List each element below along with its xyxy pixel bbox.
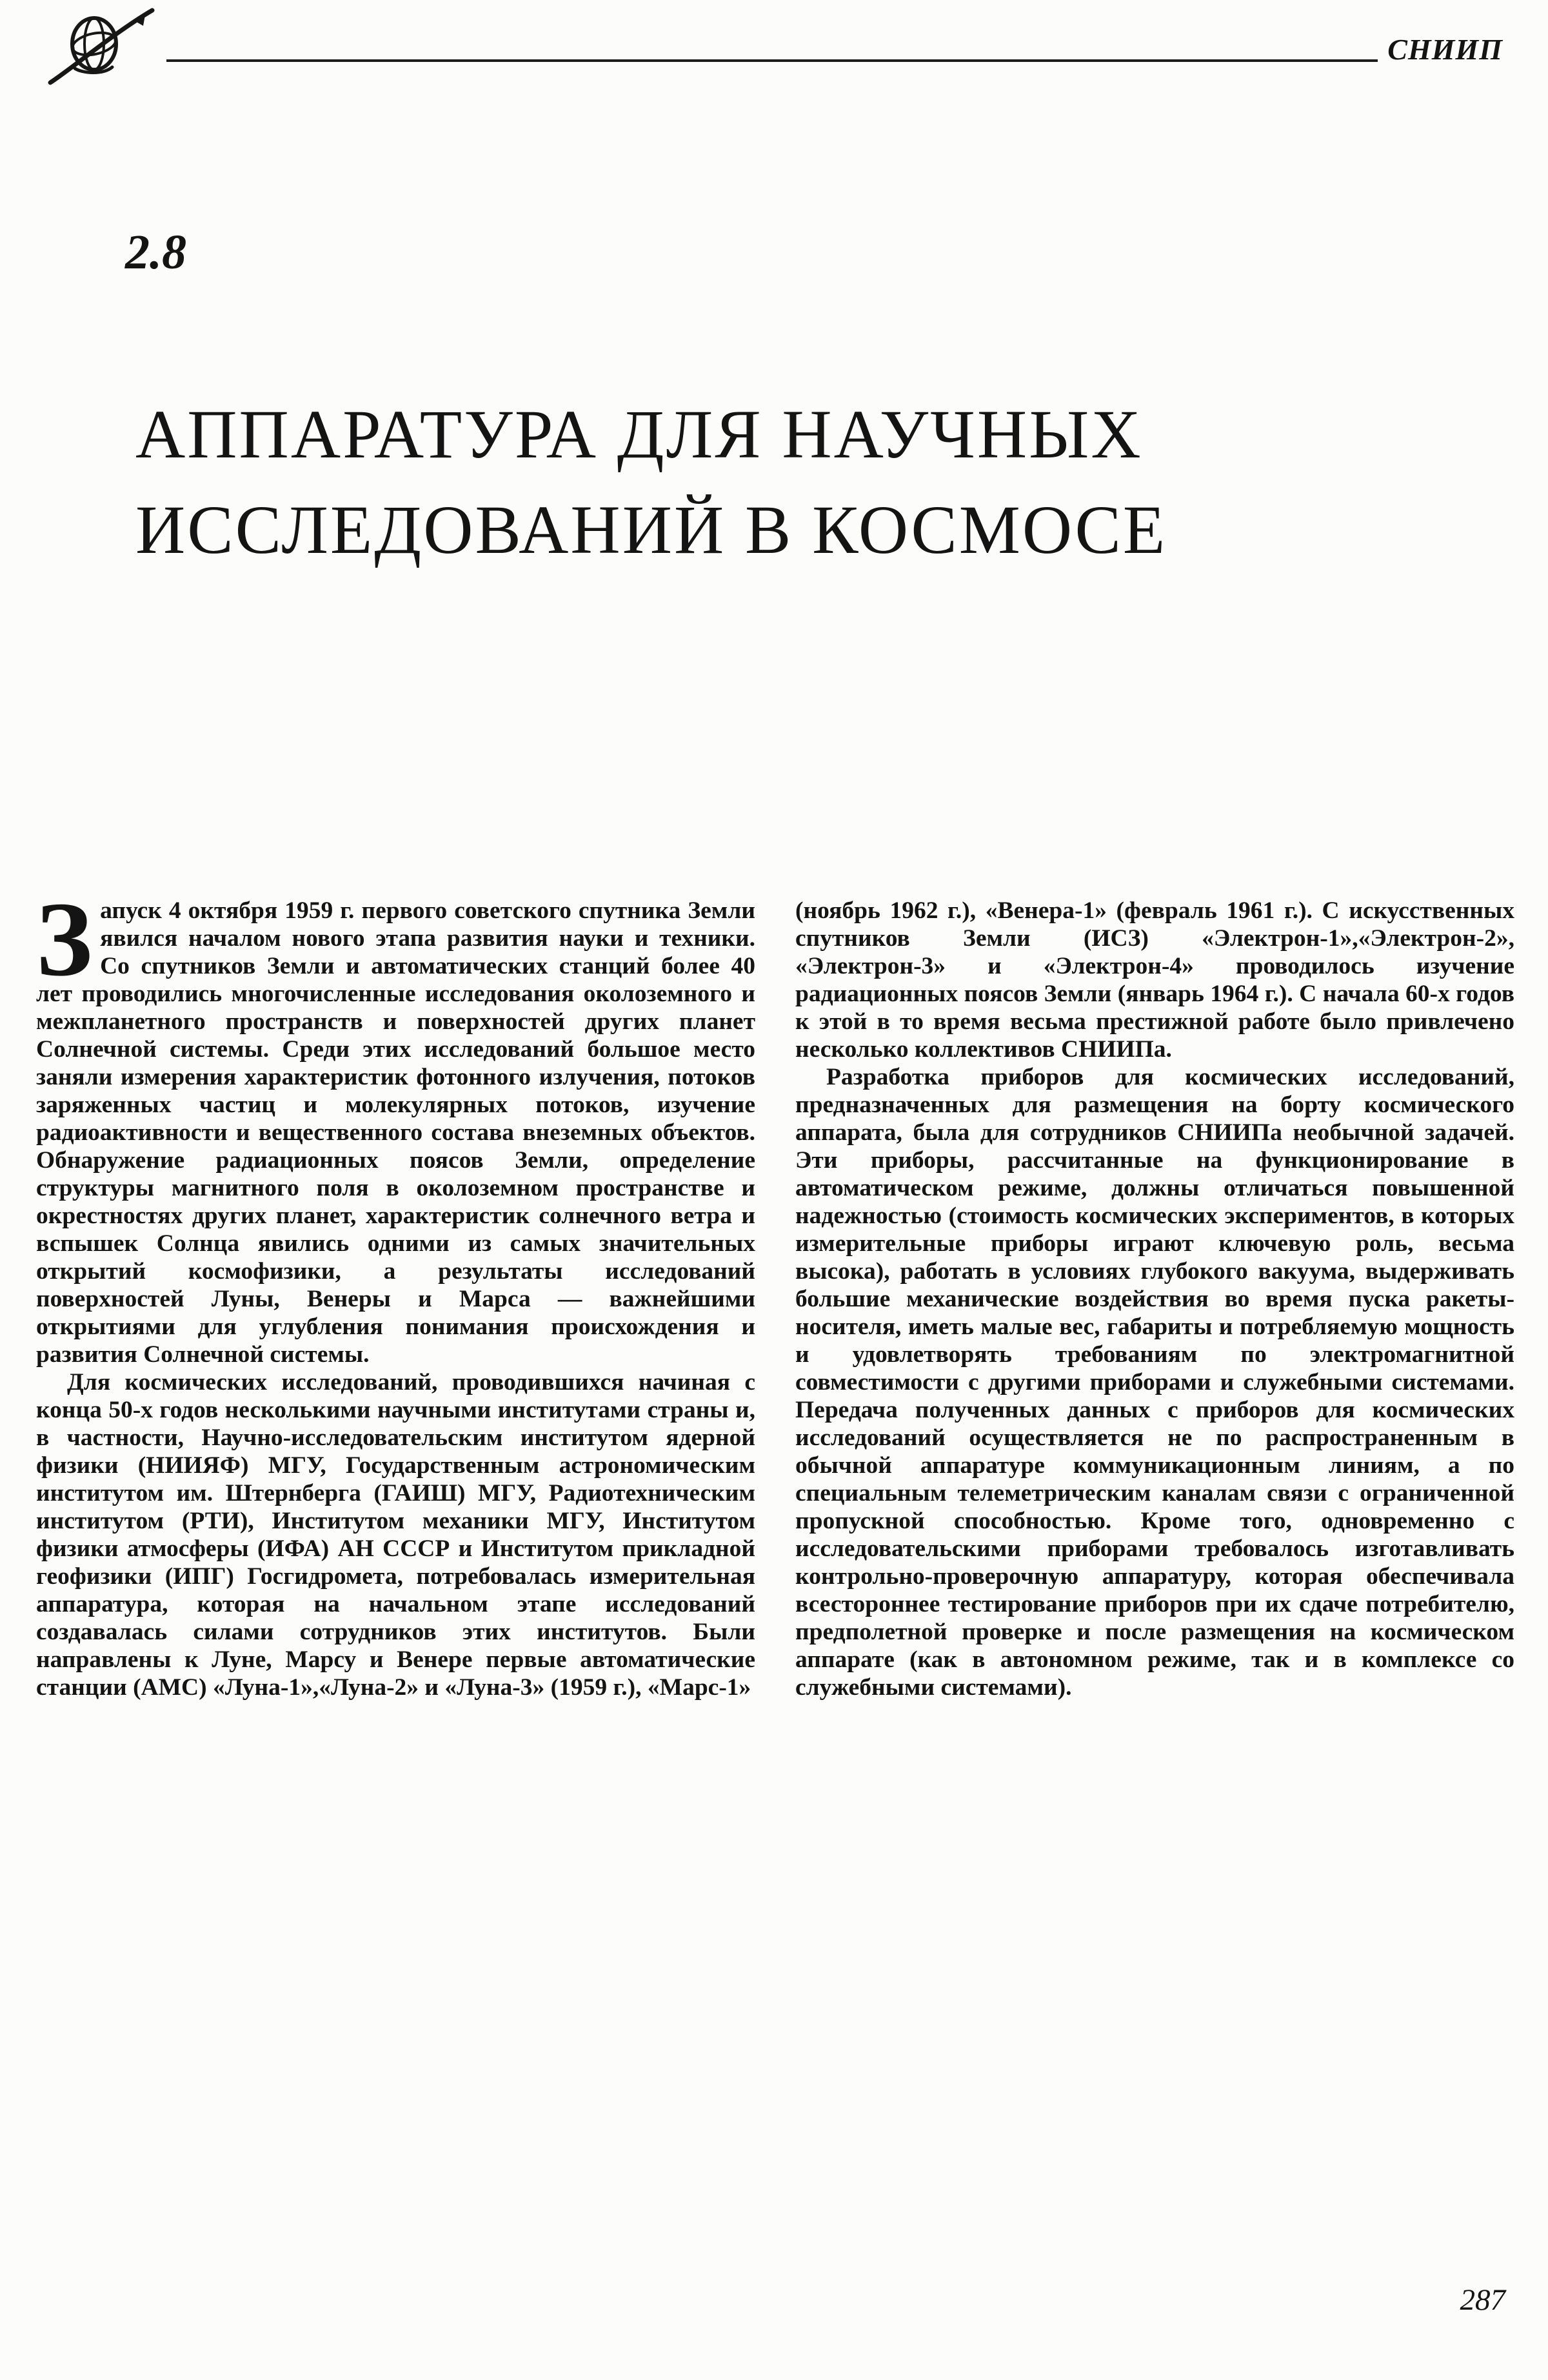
paragraph-1 <box>36 880 755 1368</box>
paragraph-2 <box>36 1368 755 1701</box>
body-text <box>36 880 1514 1701</box>
header-rule <box>166 59 1378 62</box>
paragraph-2-text: Для космических исследований, проводившихся начиная с конца 50-х годов несколькими научными институтами страны и, в частности, Научно-исследовательским институтом ядерной физики (НИИЯФ) МГУ, Государственным астрономическим институтом им. Штернберга (ГАИШ) МГУ, Радиотехническим институтом (РТИ), Институтом механики МГУ, Институтом физики атмосферы (ИФА) АН СССР и Институтом прикладной геофизики (ИПГ) Госгидромета, потребовалась измерительная аппаратура, которая на начальном этапе исследований создавалась силами сотрудников этих институтов. Были направлены к Луне, Марсу и Венере первые автоматические станции (АМС) «Луна-1»,«Луна-2» и «Луна-3» (1959 г.), «Марс-1» <box>36 1369 755 1701</box>
paragraph-3 <box>795 897 1514 1063</box>
page-number: 287 <box>1460 2283 1505 2317</box>
paragraph-4-text: Разработка приборов для космических исследований, предназначенных для размещения на борту космического аппарата, была для сотрудников СНИИПа необычной задачей. Эти приборы, рассчитанные на функционирование в автоматическом режиме, должны отличаться повышенной надежностью (стоимость космических экспериментов, в которых измерительные приборы играют ключевую роль, весьма высока), работать в условиях глубокого вакуума, выдерживать большие механические воздействия во время пуска ракеты-носителя, иметь малые вес, габариты и потребляемую мощность и удовлетворять требованиям по электромагнитной совместимости с другими приборами и служебными системами. Передача полученных данных с приборов для космических исследований осуществляется не по распространенным в обычной аппаратуре коммуникационным линиям, а по специальным телеметрическим каналам связи с ограниченной пропускной способностью. Кроме того, одновременно с исследовательскими приборами требовалось изготавливать контрольно-проверочную аппаратуру, которая обеспечивала всестороннее тестирование приборов при их сдаче потребителю, предполетной проверке и после размещения на космическом аппарате (как в автономном режиме, так и в комплексе со служебными системами). <box>795 1064 1514 1701</box>
chapter-title-line2: ИССЛЕДОВАНИЙ В КОСМОСЕ <box>135 492 1167 568</box>
left-column <box>36 880 755 1701</box>
sketched-globe-logo-icon <box>37 6 166 87</box>
paragraph-1-text: апуск 4 октября 1959 г. первого советского спутника Земли явился началом нового этапа развития науки и техники. Со спутников Земли и автоматических станций более 40 лет проводились многочисленные исследования околоземного и межпланетного пространств и поверхностей других планет Солнечной системы. Среди этих исследований большое место заняли измерения характеристик фотонного излучения, потоков заряженных частиц и молекулярных потоков, изучение радиоактивности и вещественного состава внеземных объектов. Обнаружение радиационных поясов Земли, определение структуры магнитного поля в околоземном пространстве и окрестностях других планет, характеристик солнечного ветра и вспышек Солнца явились одними из самых значительных открытий космофизики, а результаты исследований поверхностей Луны, Венеры и Марса — важнейшими открытиями для углубления понимания происхождения и развития Солнечной системы. <box>36 897 755 1368</box>
chapter-title-line1: АППАРАТУРА ДЛЯ НАУЧНЫХ <box>135 397 1143 473</box>
drop-cap: З <box>36 880 93 998</box>
right-column <box>795 897 1514 1701</box>
paragraph-4 <box>795 1063 1514 1701</box>
paragraph-3-text: (ноябрь 1962 г.), «Венера-1» (февраль 1961 г.). С искусственных спутников Земли (ИСЗ) «Электрон-1»,«Электрон-2», «Электрон-3» и «Электрон-4» проводилось изучение радиационных поясов Земли (январь 1964 г.). С начала 60-х годов к этой в то время весьма престижной работе было привлечено несколько коллективов СНИИПа. <box>795 897 1514 1063</box>
journal-mark: СНИИП <box>1387 33 1503 66</box>
section-number: 2.8 <box>125 225 186 279</box>
chapter-title <box>135 387 1167 578</box>
